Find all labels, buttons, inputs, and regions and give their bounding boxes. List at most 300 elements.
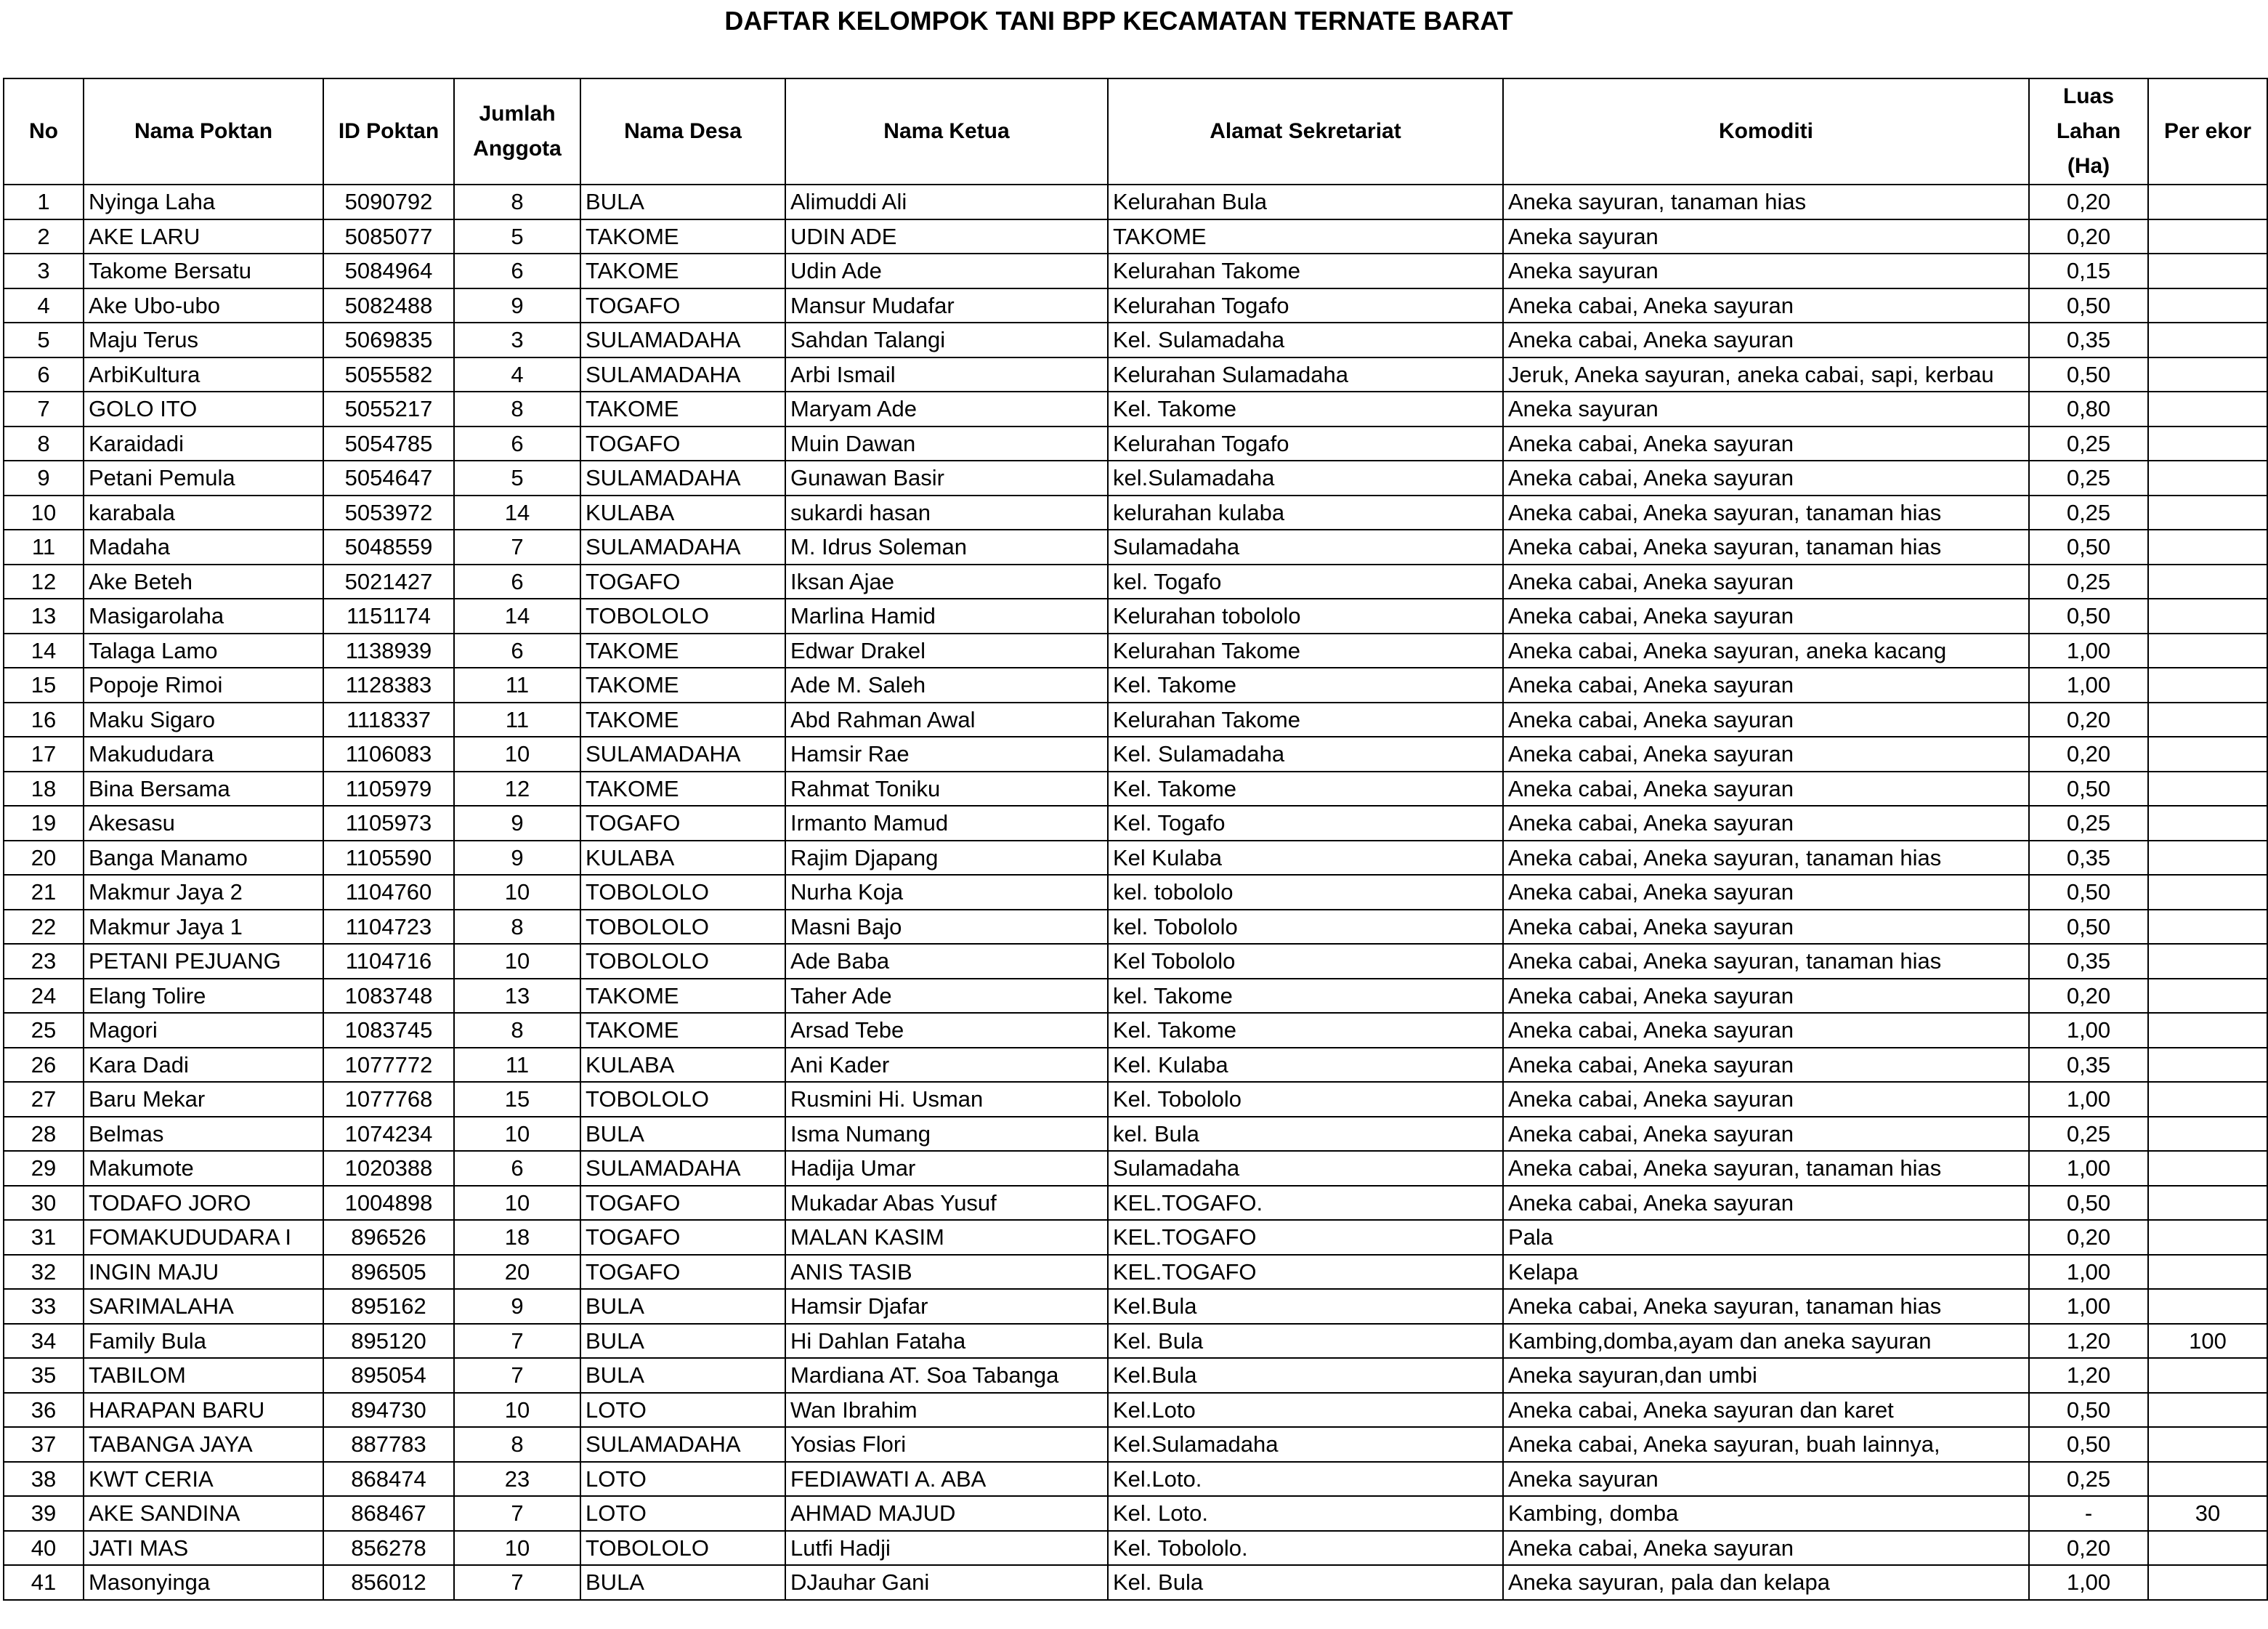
cell-jumlah-anggota: 10 — [454, 1393, 580, 1428]
cell-jumlah-anggota: 10 — [454, 1186, 580, 1221]
table-row — [4, 427, 2267, 461]
cell-komoditi: Aneka cabai, Aneka sayuran, tanaman hias — [1503, 496, 2029, 530]
cell-jumlah-anggota: 7 — [454, 530, 580, 565]
cell-luas-lahan: 0,25 — [2029, 461, 2148, 496]
cell-nama-poktan: Masigarolaha — [84, 599, 323, 634]
cell-per-ekor — [2148, 668, 2267, 703]
cell-per-ekor — [2148, 944, 2267, 979]
cell-alamat-sekretariat: Kel. Takome — [1108, 392, 1503, 427]
table-row — [4, 496, 2267, 530]
cell-no: 34 — [4, 1324, 84, 1359]
cell-no: 39 — [4, 1496, 84, 1531]
cell-per-ekor — [2148, 841, 2267, 876]
cell-nama-desa: SULAMADAHA — [580, 737, 785, 772]
cell-no: 24 — [4, 979, 84, 1014]
cell-alamat-sekretariat: Kel. Takome — [1108, 1013, 1503, 1048]
cell-no: 10 — [4, 496, 84, 530]
cell-luas-lahan: 0,20 — [2029, 219, 2148, 254]
cell-id-poktan: 5055582 — [323, 357, 454, 392]
cell-id-poktan: 1083745 — [323, 1013, 454, 1048]
cell-nama-desa: LOTO — [580, 1496, 785, 1531]
cell-no: 7 — [4, 392, 84, 427]
cell-nama-desa: TOGAFO — [580, 1186, 785, 1221]
cell-nama-desa: TAKOME — [580, 634, 785, 668]
cell-id-poktan: 896505 — [323, 1255, 454, 1290]
cell-komoditi: Aneka sayuran — [1503, 1462, 2029, 1497]
table-row — [4, 1220, 2267, 1255]
cell-nama-poktan: Banga Manamo — [84, 841, 323, 876]
cell-nama-desa: TAKOME — [580, 772, 785, 807]
cell-nama-ketua: UDIN ADE — [785, 219, 1108, 254]
cell-jumlah-anggota: 8 — [454, 1427, 580, 1462]
cell-komoditi: Aneka cabai, Aneka sayuran — [1503, 703, 2029, 737]
cell-id-poktan: 5021427 — [323, 565, 454, 599]
cell-nama-ketua: Mukadar Abas Yusuf — [785, 1186, 1108, 1221]
cell-jumlah-anggota: 18 — [454, 1220, 580, 1255]
cell-nama-poktan: Kara Dadi — [84, 1048, 323, 1083]
cell-luas-lahan: 1,00 — [2029, 634, 2148, 668]
cell-nama-ketua: FEDIAWATI A. ABA — [785, 1462, 1108, 1497]
cell-id-poktan: 1074234 — [323, 1117, 454, 1152]
table-row — [4, 1082, 2267, 1117]
cell-nama-desa: KULABA — [580, 1048, 785, 1083]
cell-luas-lahan: 0,50 — [2029, 1186, 2148, 1221]
table-body — [4, 185, 2267, 1600]
cell-jumlah-anggota: 7 — [454, 1496, 580, 1531]
cell-nama-poktan: Akesasu — [84, 806, 323, 841]
cell-per-ekor — [2148, 357, 2267, 392]
table-row — [4, 806, 2267, 841]
cell-luas-lahan: 0,20 — [2029, 737, 2148, 772]
cell-alamat-sekretariat: Kel Tobololo — [1108, 944, 1503, 979]
cell-nama-desa: TOGAFO — [580, 1220, 785, 1255]
cell-luas-lahan: 0,50 — [2029, 875, 2148, 910]
cell-komoditi: Aneka cabai, Aneka sayuran, tanaman hias — [1503, 841, 2029, 876]
cell-jumlah-anggota: 15 — [454, 1082, 580, 1117]
cell-alamat-sekretariat: kel. Tobololo — [1108, 910, 1503, 945]
cell-id-poktan: 5085077 — [323, 219, 454, 254]
cell-id-poktan: 1004898 — [323, 1186, 454, 1221]
cell-luas-lahan: 0,25 — [2029, 565, 2148, 599]
cell-nama-poktan: GOLO ITO — [84, 392, 323, 427]
cell-id-poktan: 1128383 — [323, 668, 454, 703]
cell-komoditi: Aneka cabai, Aneka sayuran — [1503, 1186, 2029, 1221]
cell-jumlah-anggota: 3 — [454, 323, 580, 357]
header-alamat-sekretariat: Alamat Sekretariat — [1108, 78, 1503, 185]
cell-komoditi: Aneka cabai, Aneka sayuran dan karet — [1503, 1393, 2029, 1428]
header-nama-ketua: Nama Ketua — [785, 78, 1108, 185]
cell-komoditi: Aneka cabai, Aneka sayuran, buah lainnya, — [1503, 1427, 2029, 1462]
cell-nama-desa: KULABA — [580, 496, 785, 530]
cell-nama-desa: TAKOME — [580, 1013, 785, 1048]
cell-per-ekor — [2148, 254, 2267, 288]
cell-nama-ketua: sukardi hasan — [785, 496, 1108, 530]
cell-luas-lahan: 0,25 — [2029, 427, 2148, 461]
cell-nama-ketua: Maryam Ade — [785, 392, 1108, 427]
cell-id-poktan: 5084964 — [323, 254, 454, 288]
header-luas-lahan: Luas Lahan (Ha) — [2029, 78, 2148, 185]
cell-no: 4 — [4, 288, 84, 323]
cell-id-poktan: 895120 — [323, 1324, 454, 1359]
cell-nama-poktan: Magori — [84, 1013, 323, 1048]
cell-komoditi: Aneka cabai, Aneka sayuran, tanaman hias — [1503, 1151, 2029, 1186]
cell-jumlah-anggota: 11 — [454, 1048, 580, 1083]
cell-nama-desa: TOBOLOLO — [580, 1531, 785, 1566]
cell-alamat-sekretariat: Kel.Loto. — [1108, 1462, 1503, 1497]
cell-no: 17 — [4, 737, 84, 772]
cell-nama-ketua: Gunawan Basir — [785, 461, 1108, 496]
cell-nama-desa: SULAMADAHA — [580, 530, 785, 565]
cell-per-ekor — [2148, 737, 2267, 772]
cell-alamat-sekretariat: Kel Kulaba — [1108, 841, 1503, 876]
cell-nama-desa: TOGAFO — [580, 427, 785, 461]
table-row — [4, 1117, 2267, 1152]
cell-luas-lahan: 1,00 — [2029, 1289, 2148, 1324]
table-row — [4, 1358, 2267, 1393]
table-row — [4, 737, 2267, 772]
cell-komoditi: Aneka cabai, Aneka sayuran — [1503, 806, 2029, 841]
table-row — [4, 703, 2267, 737]
cell-luas-lahan: 0,50 — [2029, 1393, 2148, 1428]
cell-alamat-sekretariat: Kelurahan Sulamadaha — [1108, 357, 1503, 392]
cell-komoditi: Aneka cabai, Aneka sayuran — [1503, 1048, 2029, 1083]
cell-nama-desa: TOGAFO — [580, 1255, 785, 1290]
cell-komoditi: Aneka cabai, Aneka sayuran — [1503, 288, 2029, 323]
cell-luas-lahan: 0,20 — [2029, 1220, 2148, 1255]
table-row — [4, 910, 2267, 945]
cell-id-poktan: 1151174 — [323, 599, 454, 634]
cell-luas-lahan: 0,50 — [2029, 599, 2148, 634]
cell-jumlah-anggota: 5 — [454, 219, 580, 254]
cell-nama-poktan: Makmur Jaya 1 — [84, 910, 323, 945]
cell-per-ekor — [2148, 185, 2267, 219]
cell-per-ekor — [2148, 1082, 2267, 1117]
cell-luas-lahan: 0,35 — [2029, 323, 2148, 357]
cell-luas-lahan: 1,00 — [2029, 1013, 2148, 1048]
cell-jumlah-anggota: 6 — [454, 427, 580, 461]
cell-no: 22 — [4, 910, 84, 945]
cell-nama-ketua: Rahmat Toniku — [785, 772, 1108, 807]
cell-nama-desa: SULAMADAHA — [580, 323, 785, 357]
cell-id-poktan: 887783 — [323, 1427, 454, 1462]
cell-per-ekor — [2148, 1358, 2267, 1393]
cell-id-poktan: 856278 — [323, 1531, 454, 1566]
cell-nama-desa: TOGAFO — [580, 565, 785, 599]
cell-nama-ketua: Arsad Tebe — [785, 1013, 1108, 1048]
table-row — [4, 1565, 2267, 1600]
cell-no: 31 — [4, 1220, 84, 1255]
cell-nama-poktan: Ake Ubo-ubo — [84, 288, 323, 323]
cell-nama-poktan: Baru Mekar — [84, 1082, 323, 1117]
cell-nama-desa: LOTO — [580, 1462, 785, 1497]
cell-per-ekor — [2148, 530, 2267, 565]
cell-alamat-sekretariat: kel.Sulamadaha — [1108, 461, 1503, 496]
cell-no: 15 — [4, 668, 84, 703]
table-row — [4, 1186, 2267, 1221]
table-row — [4, 841, 2267, 876]
cell-luas-lahan: 1,00 — [2029, 668, 2148, 703]
cell-luas-lahan: 1,20 — [2029, 1358, 2148, 1393]
cell-nama-poktan: Belmas — [84, 1117, 323, 1152]
cell-nama-desa: LOTO — [580, 1393, 785, 1428]
cell-id-poktan: 1104723 — [323, 910, 454, 945]
cell-no: 29 — [4, 1151, 84, 1186]
cell-nama-ketua: Isma Numang — [785, 1117, 1108, 1152]
cell-per-ekor — [2148, 1255, 2267, 1290]
table-row — [4, 392, 2267, 427]
cell-no: 41 — [4, 1565, 84, 1600]
cell-jumlah-anggota: 13 — [454, 979, 580, 1014]
cell-luas-lahan: 0,20 — [2029, 703, 2148, 737]
cell-nama-ketua: Arbi Ismail — [785, 357, 1108, 392]
cell-id-poktan: 1105973 — [323, 806, 454, 841]
cell-nama-desa: TAKOME — [580, 979, 785, 1014]
cell-no: 2 — [4, 219, 84, 254]
cell-nama-ketua: Wan Ibrahim — [785, 1393, 1108, 1428]
cell-alamat-sekretariat: Kel. Sulamadaha — [1108, 323, 1503, 357]
cell-id-poktan: 856012 — [323, 1565, 454, 1600]
cell-jumlah-anggota: 7 — [454, 1358, 580, 1393]
cell-nama-ketua: MALAN KASIM — [785, 1220, 1108, 1255]
cell-nama-ketua: DJauhar Gani — [785, 1565, 1108, 1600]
cell-nama-desa: SULAMADAHA — [580, 357, 785, 392]
cell-alamat-sekretariat: kel. tobololo — [1108, 875, 1503, 910]
cell-luas-lahan: 0,25 — [2029, 806, 2148, 841]
cell-jumlah-anggota: 11 — [454, 703, 580, 737]
cell-per-ekor — [2148, 1186, 2267, 1221]
cell-nama-ketua: Mardiana AT. Soa Tabanga — [785, 1358, 1108, 1393]
cell-per-ekor — [2148, 1151, 2267, 1186]
cell-alamat-sekretariat: Kel. Kulaba — [1108, 1048, 1503, 1083]
cell-alamat-sekretariat: Kel. Bula — [1108, 1324, 1503, 1359]
cell-no: 40 — [4, 1531, 84, 1566]
cell-id-poktan: 1106083 — [323, 737, 454, 772]
cell-nama-poktan: INGIN MAJU — [84, 1255, 323, 1290]
table-row — [4, 875, 2267, 910]
cell-nama-ketua: Muin Dawan — [785, 427, 1108, 461]
cell-per-ekor — [2148, 1220, 2267, 1255]
cell-luas-lahan: 1,00 — [2029, 1255, 2148, 1290]
cell-nama-ketua: AHMAD MAJUD — [785, 1496, 1108, 1531]
cell-alamat-sekretariat: KEL.TOGAFO — [1108, 1255, 1503, 1290]
header-id-poktan: ID Poktan — [323, 78, 454, 185]
cell-jumlah-anggota: 10 — [454, 944, 580, 979]
cell-nama-desa: SULAMADAHA — [580, 1427, 785, 1462]
cell-per-ekor — [2148, 461, 2267, 496]
cell-alamat-sekretariat: Sulamadaha — [1108, 1151, 1503, 1186]
cell-jumlah-anggota: 12 — [454, 772, 580, 807]
cell-per-ekor — [2148, 599, 2267, 634]
table-row — [4, 1324, 2267, 1359]
table-row — [4, 1393, 2267, 1428]
table-row — [4, 668, 2267, 703]
cell-nama-desa: BULA — [580, 1358, 785, 1393]
cell-jumlah-anggota: 10 — [454, 1117, 580, 1152]
cell-per-ekor — [2148, 565, 2267, 599]
cell-id-poktan: 1077772 — [323, 1048, 454, 1083]
cell-no: 35 — [4, 1358, 84, 1393]
table-row — [4, 772, 2267, 807]
cell-alamat-sekretariat: Kelurahan Togafo — [1108, 427, 1503, 461]
cell-nama-desa: SULAMADAHA — [580, 1151, 785, 1186]
cell-nama-ketua: Iksan Ajae — [785, 565, 1108, 599]
cell-nama-desa: TAKOME — [580, 219, 785, 254]
cell-alamat-sekretariat: Sulamadaha — [1108, 530, 1503, 565]
cell-nama-poktan: Talaga Lamo — [84, 634, 323, 668]
cell-id-poktan: 5055217 — [323, 392, 454, 427]
cell-nama-poktan: Family Bula — [84, 1324, 323, 1359]
cell-no: 30 — [4, 1186, 84, 1221]
table-row — [4, 944, 2267, 979]
cell-nama-ketua: Udin Ade — [785, 254, 1108, 288]
header-jumlah-anggota: Jumlah Anggota — [454, 78, 580, 185]
cell-per-ekor — [2148, 703, 2267, 737]
table-header-row — [4, 78, 2267, 185]
cell-luas-lahan: 0,25 — [2029, 1462, 2148, 1497]
cell-nama-poktan: KWT CERIA — [84, 1462, 323, 1497]
cell-id-poktan: 5054785 — [323, 427, 454, 461]
cell-komoditi: Aneka cabai, Aneka sayuran — [1503, 737, 2029, 772]
cell-per-ekor — [2148, 427, 2267, 461]
cell-alamat-sekretariat: Kel.Loto — [1108, 1393, 1503, 1428]
cell-komoditi: Jeruk, Aneka sayuran, aneka cabai, sapi, kerbau — [1503, 357, 2029, 392]
cell-jumlah-anggota: 6 — [454, 565, 580, 599]
cell-komoditi: Aneka sayuran — [1503, 219, 2029, 254]
cell-komoditi: Aneka cabai, Aneka sayuran — [1503, 427, 2029, 461]
table-row — [4, 461, 2267, 496]
cell-nama-ketua: Rusmini Hi. Usman — [785, 1082, 1108, 1117]
cell-nama-desa: BULA — [580, 1289, 785, 1324]
cell-nama-poktan: Ake Beteh — [84, 565, 323, 599]
cell-komoditi: Aneka cabai, Aneka sayuran — [1503, 979, 2029, 1014]
cell-nama-desa: TOBOLOLO — [580, 599, 785, 634]
cell-nama-desa: SULAMADAHA — [580, 461, 785, 496]
header-komoditi: Komoditi — [1503, 78, 2029, 185]
cell-id-poktan: 895054 — [323, 1358, 454, 1393]
cell-nama-poktan: TABANGA JAYA — [84, 1427, 323, 1462]
cell-nama-desa: TOBOLOLO — [580, 944, 785, 979]
cell-komoditi: Aneka cabai, Aneka sayuran — [1503, 875, 2029, 910]
cell-per-ekor — [2148, 979, 2267, 1014]
cell-komoditi: Aneka cabai, Aneka sayuran — [1503, 910, 2029, 945]
cell-komoditi: Aneka cabai, Aneka sayuran — [1503, 599, 2029, 634]
cell-per-ekor — [2148, 496, 2267, 530]
cell-komoditi: Aneka sayuran, pala dan kelapa — [1503, 1565, 2029, 1600]
cell-id-poktan: 5069835 — [323, 323, 454, 357]
cell-no: 16 — [4, 703, 84, 737]
cell-nama-desa: BULA — [580, 1117, 785, 1152]
cell-id-poktan: 895162 — [323, 1289, 454, 1324]
cell-no: 12 — [4, 565, 84, 599]
table-row — [4, 1496, 2267, 1531]
cell-per-ekor — [2148, 772, 2267, 807]
cell-no: 11 — [4, 530, 84, 565]
cell-komoditi: Aneka cabai, Aneka sayuran, tanaman hias — [1503, 530, 2029, 565]
cell-nama-desa: TAKOME — [580, 254, 785, 288]
cell-jumlah-anggota: 8 — [454, 392, 580, 427]
cell-per-ekor: 100 — [2148, 1324, 2267, 1359]
cell-id-poktan: 1138939 — [323, 634, 454, 668]
cell-nama-ketua: Edwar Drakel — [785, 634, 1108, 668]
cell-no: 28 — [4, 1117, 84, 1152]
cell-nama-ketua: Ade M. Saleh — [785, 668, 1108, 703]
cell-per-ekor: 30 — [2148, 1496, 2267, 1531]
table-row — [4, 323, 2267, 357]
cell-id-poktan: 868474 — [323, 1462, 454, 1497]
cell-nama-ketua: Mansur Mudafar — [785, 288, 1108, 323]
cell-alamat-sekretariat: Kelurahan Bula — [1108, 185, 1503, 219]
cell-per-ekor — [2148, 288, 2267, 323]
table-row — [4, 634, 2267, 668]
cell-jumlah-anggota: 9 — [454, 841, 580, 876]
cell-komoditi: Aneka cabai, Aneka sayuran — [1503, 1013, 2029, 1048]
cell-luas-lahan: 0,80 — [2029, 392, 2148, 427]
cell-nama-poktan: Maku Sigaro — [84, 703, 323, 737]
cell-luas-lahan: 0,15 — [2029, 254, 2148, 288]
cell-no: 36 — [4, 1393, 84, 1428]
cell-alamat-sekretariat: Kelurahan Takome — [1108, 703, 1503, 737]
table-row — [4, 1289, 2267, 1324]
cell-per-ekor — [2148, 875, 2267, 910]
cell-nama-ketua: Masni Bajo — [785, 910, 1108, 945]
cell-jumlah-anggota: 6 — [454, 254, 580, 288]
cell-komoditi: Aneka cabai, Aneka sayuran — [1503, 461, 2029, 496]
cell-no: 26 — [4, 1048, 84, 1083]
cell-nama-poktan: Makmur Jaya 2 — [84, 875, 323, 910]
cell-nama-ketua: Ade Baba — [785, 944, 1108, 979]
table-row — [4, 979, 2267, 1014]
cell-komoditi: Aneka cabai, Aneka sayuran — [1503, 1531, 2029, 1566]
cell-nama-ketua: ANIS TASIB — [785, 1255, 1108, 1290]
cell-alamat-sekretariat: Kelurahan Takome — [1108, 254, 1503, 288]
cell-nama-poktan: FOMAKUDUDARA I — [84, 1220, 323, 1255]
cell-nama-ketua: Ani Kader — [785, 1048, 1108, 1083]
cell-luas-lahan: 0,50 — [2029, 357, 2148, 392]
cell-id-poktan: 868467 — [323, 1496, 454, 1531]
cell-no: 23 — [4, 944, 84, 979]
cell-no: 38 — [4, 1462, 84, 1497]
table-row — [4, 1531, 2267, 1566]
cell-nama-ketua: Hamsir Rae — [785, 737, 1108, 772]
cell-nama-ketua: M. Idrus Soleman — [785, 530, 1108, 565]
cell-nama-ketua: Lutfi Hadji — [785, 1531, 1108, 1566]
cell-nama-ketua: Marlina Hamid — [785, 599, 1108, 634]
cell-nama-ketua: Alimuddi Ali — [785, 185, 1108, 219]
cell-per-ekor — [2148, 1117, 2267, 1152]
cell-alamat-sekretariat: Kelurahan Togafo — [1108, 288, 1503, 323]
cell-id-poktan: 1105979 — [323, 772, 454, 807]
cell-nama-desa: TOBOLOLO — [580, 875, 785, 910]
poktan-table — [3, 78, 2268, 1601]
cell-jumlah-anggota: 9 — [454, 806, 580, 841]
cell-nama-ketua: Abd Rahman Awal — [785, 703, 1108, 737]
table-row — [4, 1462, 2267, 1497]
cell-alamat-sekretariat: KEL.TOGAFO. — [1108, 1186, 1503, 1221]
cell-no: 1 — [4, 185, 84, 219]
cell-no: 33 — [4, 1289, 84, 1324]
cell-alamat-sekretariat: Kel. Takome — [1108, 668, 1503, 703]
document-title: DAFTAR KELOMPOK TANI BPP KECAMATAN TERNATE BARAT — [724, 6, 1513, 36]
table-row — [4, 1048, 2267, 1083]
cell-id-poktan: 1105590 — [323, 841, 454, 876]
cell-nama-poktan: SARIMALAHA — [84, 1289, 323, 1324]
cell-luas-lahan: 0,20 — [2029, 979, 2148, 1014]
cell-per-ekor — [2148, 1013, 2267, 1048]
header-per-ekor: Per ekor — [2148, 78, 2267, 185]
cell-no: 27 — [4, 1082, 84, 1117]
header-nama-desa: Nama Desa — [580, 78, 785, 185]
cell-alamat-sekretariat: Kelurahan tobololo — [1108, 599, 1503, 634]
